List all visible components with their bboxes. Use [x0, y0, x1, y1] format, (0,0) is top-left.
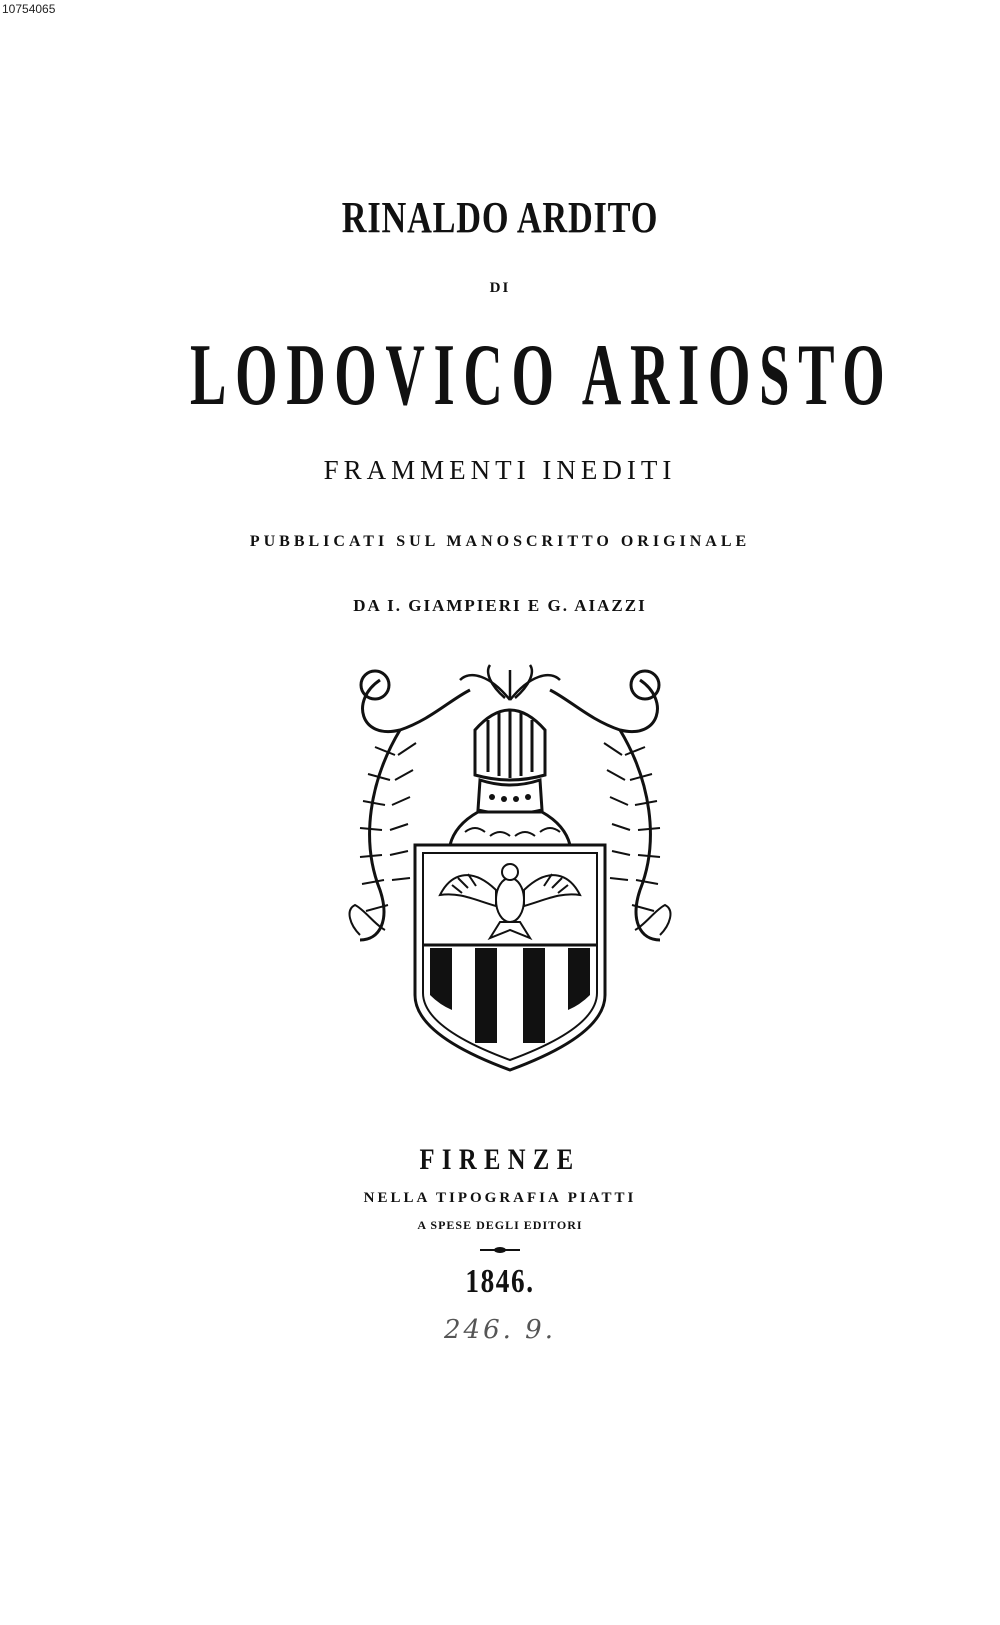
imprint-city: FIRENZE	[419, 1143, 581, 1176]
shield-icon	[415, 845, 605, 1070]
imprint-year: 1846.	[465, 1263, 535, 1300]
ornament-divider-icon	[480, 1245, 520, 1255]
by-line: DI	[489, 280, 511, 296]
author-name: LODOVICO ARIOSTO	[190, 327, 894, 424]
imprint-printer: NELLA TIPOGRAFIA PIATTI	[363, 1190, 637, 1206]
plume-icon	[460, 665, 560, 700]
coat-of-arms-emblem	[340, 660, 680, 1080]
editors-line: DA I. GIAMPIERI E G. AIAZZI	[353, 596, 647, 615]
scan-id: 10754065	[2, 2, 56, 16]
helmet-icon	[450, 710, 570, 845]
subtitle: FRAMMENTI INEDITI	[323, 455, 677, 485]
publication-note: PUBBLICATI SUL MANOSCRITTO ORIGINALE	[249, 533, 751, 550]
handwritten-shelfmark: 246. 9.	[444, 1315, 556, 1345]
imprint-expense: A SPESE DEGLI EDITORI	[417, 1218, 583, 1232]
book-title: RINALDO ARDITO	[341, 193, 659, 242]
